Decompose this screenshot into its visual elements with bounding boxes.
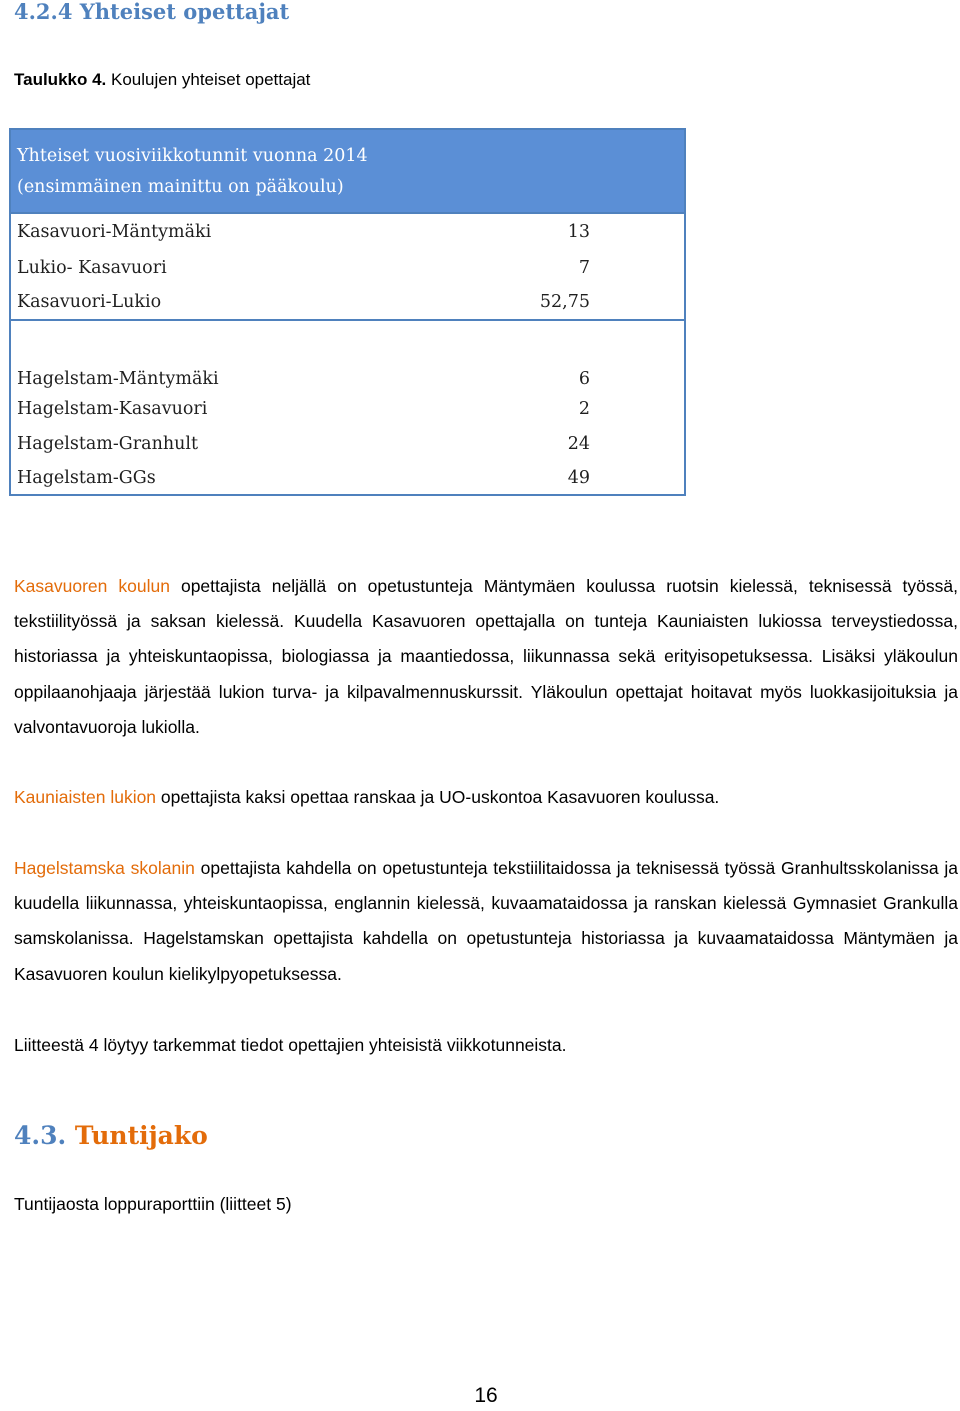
school-pair: Lukio- Kasavuori <box>10 250 408 285</box>
table-row <box>10 213 685 250</box>
school-pair: Hagelstam-Mäntymäki <box>10 320 408 391</box>
school-pair: Hagelstam-Kasavuori <box>10 391 408 427</box>
section-title: Tuntijako <box>66 1121 208 1150</box>
weekly-hours: 7 <box>408 250 685 285</box>
school-pair: Hagelstam-GGs <box>10 461 408 495</box>
paragraph-appendix: Liitteestä 4 löytyy tarkemmat tiedot opettajien yhteisistä viikkotunneista. <box>14 1035 567 1055</box>
table-row <box>10 461 685 495</box>
table-row <box>10 320 685 391</box>
table-header-line2: (ensimmäinen mainittu on pääkoulu) <box>17 177 344 197</box>
school-pair: Kasavuori-Lukio <box>10 285 408 320</box>
shared-teachers-table <box>9 128 686 496</box>
section-heading-tuntijako <box>14 1118 208 1154</box>
table-header-line1: Yhteiset vuosiviikkotunnit vuonna 2014 <box>17 146 368 166</box>
weekly-hours: 52,75 <box>408 285 685 320</box>
weekly-hours: 24 <box>408 427 685 461</box>
paragraph-text: opettajista neljällä on opetustunteja Mäntymäen koulussa ruotsin kielessä, teknisessä työssä, tekstiilityössä ja saksan kielessä. Kuudella Kasavuoren opettajalla on tunteja Kauniaisten lukiossa terveystiedossa, historiassa ja yhteiskuntaopissa, biologiassa ja maantiedossa, liikunnassa sekä erityisopetuksessa. Lisäksi yläkoulun oppilaanohjaaja järjestää lukion turva- ja kilpavalmennuskurssit. Yläkoulun opettajat hoitavat myös luokkasijoituksia ja valvontavuoroja lukiolla. <box>14 576 958 737</box>
weekly-hours: 13 <box>408 213 685 250</box>
caption-text: Koulujen yhteiset opettajat <box>106 70 311 89</box>
weekly-hours: 6 <box>408 320 685 391</box>
table-row <box>10 250 685 285</box>
school-pair: Kasavuori-Mäntymäki <box>10 213 408 250</box>
table-caption <box>14 66 310 94</box>
weekly-hours: 2 <box>408 391 685 427</box>
table-row <box>10 427 685 461</box>
weekly-hours: 49 <box>408 461 685 495</box>
school-name-highlight: Hagelstamska skolanin <box>14 858 195 878</box>
paragraph-hagelstam <box>14 851 958 992</box>
school-name-highlight: Kasavuoren koulun <box>14 576 170 596</box>
table-header <box>10 129 685 213</box>
table-header-row <box>10 129 685 213</box>
school-name-highlight: Kauniaisten lukion <box>14 787 157 807</box>
table-row <box>10 391 685 427</box>
page-number: 16 <box>474 1384 498 1407</box>
school-pair: Hagelstam-Granhult <box>10 427 408 461</box>
caption-label: Taulukko 4. <box>14 70 107 89</box>
section-heading: 4.2.4 Yhteiset opettajat <box>14 0 290 24</box>
paragraph-kauniainen <box>14 780 958 815</box>
paragraph-text: opettajista kaksi opettaa ranskaa ja UO-uskontoa Kasavuoren koulussa. <box>156 787 720 807</box>
paragraph-text: opettajista kahdella on opetustunteja tekstiilitaidossa ja teknisessä työssä Granhultsskolanissa ja kuudella liikunnassa, yhteiskuntaopissa, englannin kielessä, kuvaamataidossa ja ranskan kielessä Gymnasiet Grankulla samskolanissa. Hagelstamskan opettajista kahdella on opetustunteja historiassa ja kuvaamataidossa Mäntymäen ja Kasavuoren koulun kielikylpyopetuksessa. <box>14 858 958 984</box>
table-row <box>10 285 685 320</box>
paragraph-kasavuori <box>14 569 958 745</box>
section-number: 4.3. <box>14 1121 67 1150</box>
paragraph-tuntijako: Tuntijaosta loppuraporttiin (liitteet 5) <box>14 1194 292 1214</box>
